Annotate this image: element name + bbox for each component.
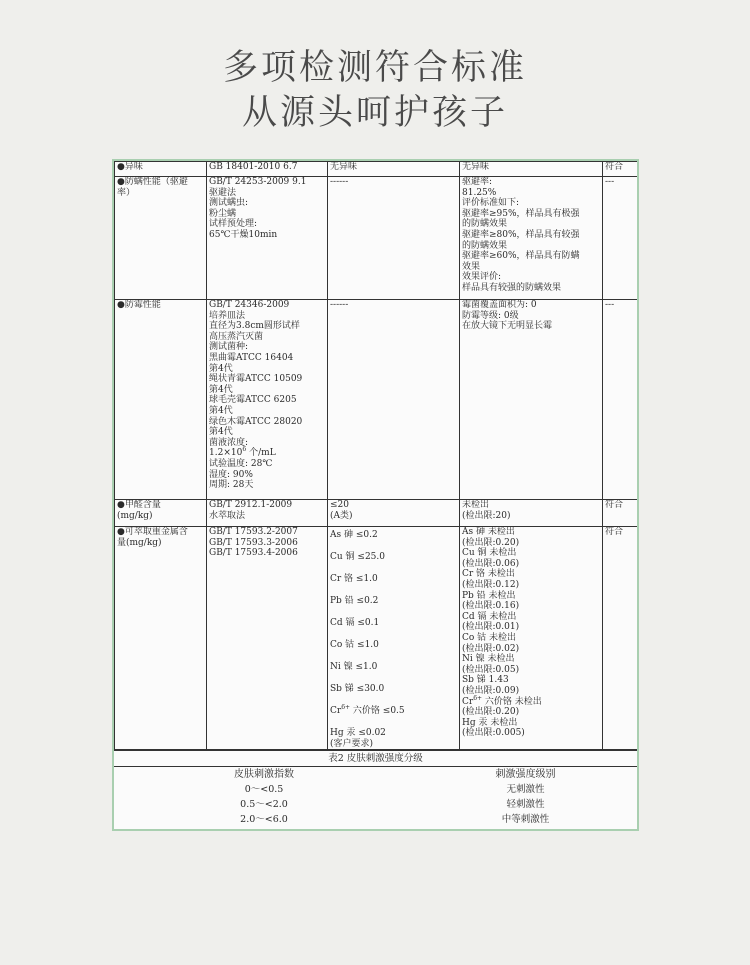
superscript: 6+: [473, 694, 483, 702]
cell-line: (检出限:0.12): [462, 579, 520, 590]
test-item-cell: [115, 300, 207, 500]
cell-line: Cu 铜 ≤25.0: [330, 552, 385, 562]
cell-line: ------: [330, 177, 349, 187]
cell-line: As 砷 未检出: [462, 527, 515, 537]
table2-cell-index: 0.5～<2.0: [240, 799, 288, 811]
table-row: [115, 500, 638, 527]
headline-line-2: 从源头呵护孩子: [241, 93, 508, 133]
cell-line: 效果: [462, 261, 481, 272]
cell-line: (检出限:0.20): [462, 537, 520, 548]
cell-line: 65℃干燥10min: [209, 229, 278, 240]
cell-line: Co 钴 ≤1.0: [330, 640, 379, 650]
test-method-cell: [207, 527, 328, 750]
judgement-text: 符合: [605, 162, 624, 172]
headline-line-1: 多项检测符合标准: [222, 48, 527, 88]
cell-line: [209, 448, 325, 459]
cell-line: Cu 铜 未检出: [462, 548, 517, 559]
standard-cell: [328, 527, 460, 750]
standard-cell: [328, 300, 460, 500]
standard-cell: [328, 177, 460, 300]
test-item-cell: [115, 177, 207, 300]
cell-line: GB/T 24253-2009 9.1: [209, 177, 307, 187]
table-row: [115, 162, 638, 177]
cell-line: Pb 铅 未检出: [462, 590, 516, 601]
cell-line: 防霉等级: 0级: [462, 310, 519, 321]
text-fragment: 六价铬 ≤0.5: [350, 706, 405, 716]
cell-line: 试样预处理:: [209, 219, 258, 230]
text-fragment: 六价铬 未检出: [482, 696, 542, 707]
cell-line: Ni 镍 ≤1.0: [330, 662, 378, 672]
result-cell: [460, 527, 603, 750]
cell-line: 驱避率≥95%，样品具有极强: [462, 208, 580, 219]
standard-cell: [328, 500, 460, 527]
superscript: 6: [242, 446, 247, 454]
cell-line: 驱避率≥80%，样品具有较强: [462, 229, 580, 240]
judgement-text: 符合: [605, 500, 624, 510]
cell-line: 测试菌种:: [209, 342, 249, 353]
table2-header-grade: 刺激强度级别: [495, 769, 556, 781]
text-fragment: 个/mL: [249, 448, 276, 459]
cell-line: 高压蒸汽灭菌: [209, 331, 264, 342]
cell-line: (检出限:0.05): [462, 664, 520, 675]
judgement-text: ---: [605, 177, 615, 187]
superscript: 6+: [341, 704, 351, 711]
cell-line: 样品具有较强的防螨效果: [462, 282, 562, 293]
judgement-cell: [603, 177, 638, 300]
cell-line: ●异味: [117, 162, 143, 172]
cell-line: 81.25%: [462, 187, 497, 198]
cell-line: (检出限:0.02): [462, 643, 520, 654]
cell-line: Cr 铬 ≤1.0: [330, 574, 378, 584]
cell-line: 测试螨虫:: [209, 198, 249, 209]
cell-line: 绿色木霉ATCC 28020: [209, 416, 303, 427]
cell-line: ●可萃取重金属含: [117, 527, 188, 537]
cell-line: 直径为3.8cm圆形试样: [209, 321, 300, 332]
cell-line: (检出限:0.20): [462, 707, 520, 718]
cell-line: [462, 694, 600, 708]
cell-line: 评价标准如下:: [462, 198, 520, 209]
cell-line: GB/T 17593.4-2006: [209, 548, 298, 559]
cell-line: Cr 铬 未检出: [462, 569, 515, 580]
cell-line: Ni 镍 未检出: [462, 654, 515, 665]
test-method-cell: [207, 162, 328, 177]
table2-cell-grade: 无刺激性: [506, 784, 545, 796]
cell-line: GB/T 17593.2-2007: [209, 527, 298, 537]
cell-line: 驱避率≥60%，样品具有防螨: [462, 251, 580, 262]
judgement-cell: [603, 300, 638, 500]
cell-line: GB/T 24346-2009: [209, 300, 290, 310]
cell-line: 第4代: [209, 384, 233, 395]
cell-line: 黑曲霉ATCC 16404: [209, 352, 294, 363]
table2-cell-index: 2.0～<6.0: [240, 814, 288, 826]
cell-line: 的防螨效果: [462, 240, 508, 251]
judgement-cell: [603, 162, 638, 177]
cell-line: GB/T 17593.3-2006: [209, 537, 298, 548]
cell-line: 第4代: [209, 427, 233, 438]
cell-line: (检出限:0.09): [462, 685, 520, 696]
test-method-cell: [207, 500, 328, 527]
standard-cell: [328, 162, 460, 177]
table2-cell-grade: 轻刺激性: [506, 799, 545, 811]
cell-line: Sb 锑 ≤30.0: [330, 684, 385, 694]
table-row: [115, 177, 638, 300]
cell-line: 在放大镜下无明显长霉: [462, 321, 553, 332]
result-cell: [460, 500, 603, 527]
table2-row: [114, 812, 637, 827]
cell-line: 无异味: [330, 162, 358, 172]
judgement-cell: [603, 500, 638, 527]
cell-line: 周期: 28天: [209, 480, 254, 491]
table-row: [115, 300, 638, 500]
cell-line: (mg/kg): [117, 510, 153, 521]
cell-line: 试验温度: 28℃: [209, 458, 273, 469]
text-fragment: Cr: [462, 696, 474, 707]
test-method-cell: [207, 300, 328, 500]
table2-cell-index: 0～<0.5: [244, 784, 284, 796]
test-results-body: [115, 162, 638, 750]
judgement-text: 符合: [605, 527, 624, 537]
cell-line: 球毛壳霉ATCC 6205: [209, 395, 297, 406]
cell-line: Co 钴 未检出: [462, 632, 517, 643]
cell-line: (A类): [330, 510, 353, 521]
test-item-cell: [115, 162, 207, 177]
cell-line: 霉菌覆盖面积为: 0: [462, 300, 537, 310]
test-report-sheet: [112, 159, 639, 831]
judgement-text: ---: [605, 300, 615, 310]
cell-line: (检出限:20): [462, 510, 511, 521]
cell-line: (检出限:0.16): [462, 601, 520, 612]
result-cell: [460, 162, 603, 177]
cell-line: Cd 镉 ≤0.1: [330, 618, 380, 628]
cell-line: (客户要求): [330, 738, 374, 749]
cell-line: 效果评价:: [462, 272, 502, 283]
cell-line: (检出限:0.06): [462, 558, 520, 569]
cell-line: ●甲醛含量: [117, 500, 161, 510]
cell-line: 水萃取法: [209, 510, 246, 521]
cell-line: 的防螨效果: [462, 219, 508, 230]
cell-line: 菌液浓度:: [209, 437, 249, 448]
table-row: [115, 527, 638, 750]
cell-line: (检出限:0.005): [462, 728, 525, 739]
table2-row: [114, 797, 637, 812]
test-results-table: [114, 161, 638, 750]
cell-line: 湿度: 90%: [209, 469, 253, 480]
cell-line: GB/T 2912.1-2009: [209, 500, 293, 510]
cell-line: [330, 706, 457, 728]
cell-line: 驱避率:: [462, 177, 493, 187]
test-item-cell: [115, 527, 207, 750]
text-fragment: Cr: [330, 706, 342, 716]
cell-line: 粉尘螨: [209, 208, 237, 219]
cell-line: Hg 汞 ≤0.02: [330, 728, 386, 738]
cell-line: 无异味: [462, 162, 490, 172]
result-cell: [460, 300, 603, 500]
cell-line: 驱避法: [209, 187, 237, 198]
cell-line: 率）: [117, 187, 136, 198]
cell-line: 第4代: [209, 363, 233, 374]
cell-line: Pb 铅 ≤0.2: [330, 596, 379, 606]
cell-line: 培养皿法: [209, 310, 246, 321]
result-cell: [460, 177, 603, 300]
cell-line: ●防霉性能: [117, 300, 161, 310]
cell-line: 第4代: [209, 405, 233, 416]
cell-line: 未检出: [462, 500, 490, 510]
table2-header-row: [114, 767, 637, 782]
cell-line: GB 18401-2010 6.7: [209, 162, 298, 172]
cell-line: 量(mg/kg): [117, 537, 162, 548]
cell-line: Sb 锑 1.43: [462, 675, 509, 686]
test-item-cell: [115, 500, 207, 527]
cell-line: 绳状青霉ATCC 10509: [209, 374, 303, 385]
cell-line: As 砷 ≤0.2: [330, 530, 378, 540]
cell-line: ≤20: [330, 500, 349, 510]
irritation-grade-table: [114, 767, 637, 827]
cell-line: (检出限:0.01): [462, 622, 520, 633]
table2-row: [114, 782, 637, 797]
table2-cell-grade: 中等刺激性: [501, 814, 550, 826]
cell-line: Hg 汞 未检出: [462, 717, 518, 728]
judgement-cell: [603, 527, 638, 750]
cell-line: ------: [330, 300, 349, 310]
cell-line: Cd 镉 未检出: [462, 611, 517, 622]
table2-title: 表2 皮肤刺激强度分级: [114, 750, 637, 767]
cell-line: ●防螨性能（驱避: [117, 177, 188, 187]
table2-header-index: 皮肤刺激指数: [234, 769, 294, 781]
text-fragment: 1.2×10: [209, 448, 243, 459]
test-method-cell: [207, 177, 328, 300]
